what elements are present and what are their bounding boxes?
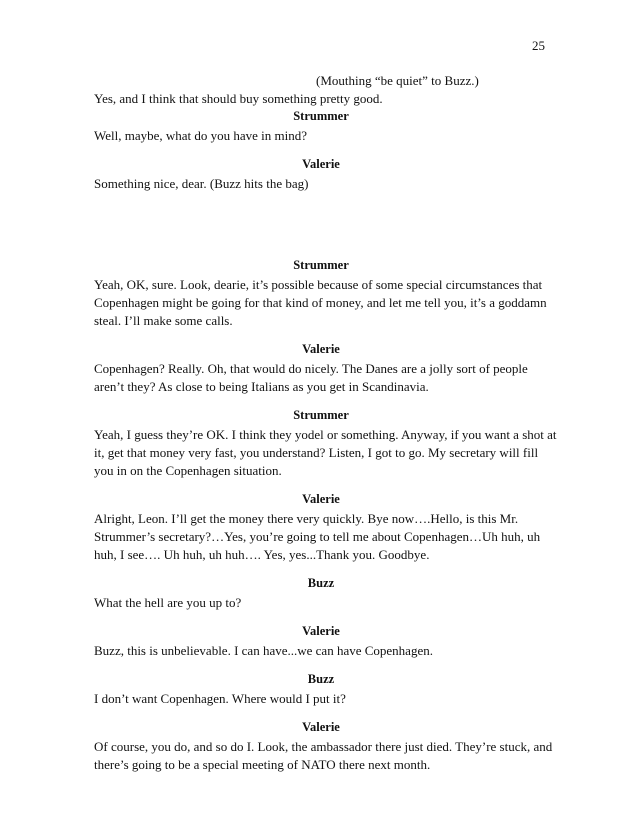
dialogue-line: Something nice, dear. (Buzz hits the bag) [94,176,309,191]
speaker-name: Strummer [293,258,349,272]
dialogue-block [94,491,548,564]
dialogue-line: Copenhagen? Really. Oh, that would do nicely. The Danes are a jolly sort of people [94,361,528,376]
dialogue-line: Yes, and I think that should buy something pretty good. [94,91,383,106]
dialogue-line: it, get that money very fast, you understand? Listen, I got to go. My secretary will fill [94,445,539,460]
speaker-name: Valerie [302,492,340,506]
dialogue-line: Yeah, I guess they’re OK. I think they yodel or something. Anyway, if you want a shot at [94,427,557,442]
script-body [94,72,557,785]
dialogue-block [94,108,548,145]
dialogue-line: steal. I’ll make some calls. [94,313,233,328]
dialogue-block [94,407,557,480]
dialogue-line: What the hell are you up to? [94,595,242,610]
dialogue-line: Buzz, this is unbelievable. I can have...we can have Copenhagen. [94,643,433,658]
dialogue-line: Of course, you do, and so do I. Look, the ambassador there just died. They’re stuck, and [94,739,553,754]
dialogue-line: Alright, Leon. I’ll get the money there very quickly. Bye now….Hello, is this Mr. [94,511,519,526]
dialogue-line: there’s going to be a special meeting of NATO there next month. [94,757,431,772]
dialogue-block [94,341,548,396]
dialogue-line: Yeah, OK, sure. Look, dearie, it’s possible because of some special circumstances that [94,277,543,292]
dialogue-line: Copenhagen might be going for that kind of money, and let me tell you, it’s a goddamn [94,295,547,310]
speaker-name: Valerie [302,157,340,171]
dialogue-text [94,426,557,480]
dialogue-block [94,575,548,612]
dialogue-text [94,276,548,330]
dialogue-line: Well, maybe, what do you have in mind? [94,128,308,143]
page-number: 25 [532,38,545,53]
dialogue-text [94,127,548,145]
speaker-name: Valerie [302,624,340,638]
dialogue-text [94,175,548,193]
dialogue-line: you in on the Copenhagen situation. [94,463,282,478]
dialogue-block [94,719,553,774]
dialogue-text [94,360,548,396]
dialogue-line: aren’t they? As close to being Italians as you get in Scandinavia. [94,379,429,394]
dialogue-line: huh, I see…. Uh huh, uh huh…. Yes, yes...Thank you. Goodbye. [94,547,430,562]
speaker-name: Valerie [302,720,340,734]
dialogue-line: Strummer’s secretary?…Yes, you’re going to tell me about Copenhagen…Uh huh, uh [94,529,541,544]
dialogue-line: I don’t want Copenhagen. Where would I put it? [94,691,346,706]
dialogue-block [94,257,548,330]
dialogue-text [94,510,548,564]
dialogue-text [94,594,548,612]
dialogue-text [94,642,548,660]
dialogue-text [94,738,553,774]
speaker-name: Strummer [293,408,349,422]
blank-space [94,204,548,257]
speaker-name: Strummer [293,109,349,123]
speaker-name: Buzz [307,672,335,686]
speaker-name: Valerie [302,342,340,356]
dialogue-block [94,623,548,660]
dialogue-block [94,156,548,193]
speaker-name: Buzz [307,576,335,590]
stage-direction: (Mouthing “be quiet” to Buzz.) [316,73,479,88]
dialogue-block [94,671,548,708]
dialogue-text [94,690,548,708]
